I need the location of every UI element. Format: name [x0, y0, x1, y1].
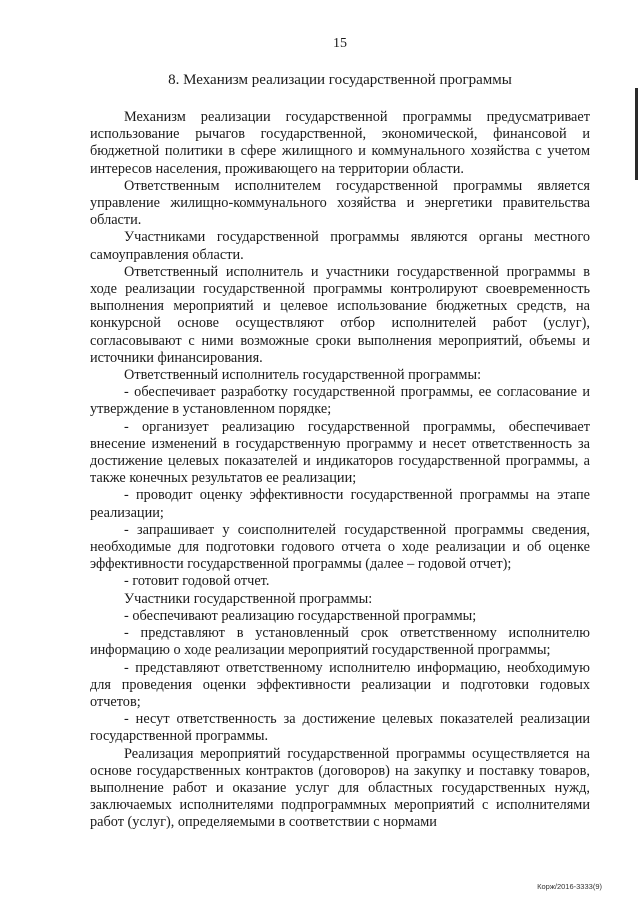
list-item: - организует реализацию государственной программы, обеспечивает внесение изменений в государственную программу и несет ответственность за достижение целевых показателей и индикаторов государственной программы, а также конечных результатов ее реализации; [90, 418, 590, 487]
list-item: - обеспечивает разработку государственной программы, ее согласование и утверждение в установленном порядке; [90, 384, 590, 418]
paragraph: Участники государственной программы: [124, 590, 373, 607]
section-heading: 8. Механизм реализации государственной программы [168, 72, 512, 88]
page-number: 15 [333, 36, 347, 51]
list-item: - запрашивает у соисполнителей государственной программы сведения, необходимые для подготовки годового отчета о ходе реализации и об оценке эффективности государственной программы (далее – годовой отчет); [90, 521, 590, 573]
list-item: - обеспечивают реализацию государственной программы; [124, 607, 477, 624]
paragraph: Механизм реализации государственной программы предусматривает использование рычагов государственной, экономической, финансовой и бюджетной политики в сфере жилищного и коммунального хозяйства с учетом интересов населения, проживающего на территории области. [90, 109, 590, 177]
paragraph: Ответственным исполнителем государственной программы является управление жилищно-коммунального хозяйства и энергетики правительства области. [90, 177, 590, 229]
document-code: Корж/2016-3333(9) [537, 882, 602, 891]
list-item: - готовит годовой отчет. [124, 573, 270, 590]
paragraph: Ответственный исполнитель государственной программы: [124, 367, 482, 384]
list-item: - представляют в установленный срок ответственному исполнителю информацию о ходе реализации мероприятий государственной программы; [90, 625, 590, 659]
list-item: - проводит оценку эффективности государственной программы на этапе реализации; [90, 487, 590, 521]
body-text [90, 109, 590, 832]
paragraph: Реализация мероприятий государственной программы осуществляется на основе государственных контрактов (договоров) на закупку и поставку товаров, выполнение работ и оказание услуг для областных государственных нужд, заключаемых исполнителями подпрограммных мероприятий с исполнителями работ (услуг), определяемыми в соответствии с нормами [90, 745, 590, 831]
paragraph: Ответственный исполнитель и участники государственной программы в ходе реализации государственной программы контролируют своевременность выполнения мероприятий и целевое использование бюджетных средств, на конкурсной основе осуществляют отбор исполнителей работ (услуг), согласовывают с ними возможные сроки выполнения мероприятий, объемы и источники финансирования. [90, 263, 590, 366]
list-item: - несут ответственность за достижение целевых показателей реализации государственной программы. [90, 711, 590, 745]
paragraph: Участниками государственной программы являются органы местного самоуправления области. [90, 229, 590, 263]
scan-edge-mark [635, 88, 638, 180]
list-item: - представляют ответственному исполнителю информацию, необходимую для проведения оценки эффективности реализации и подготовки годовых отчетов; [90, 659, 590, 710]
